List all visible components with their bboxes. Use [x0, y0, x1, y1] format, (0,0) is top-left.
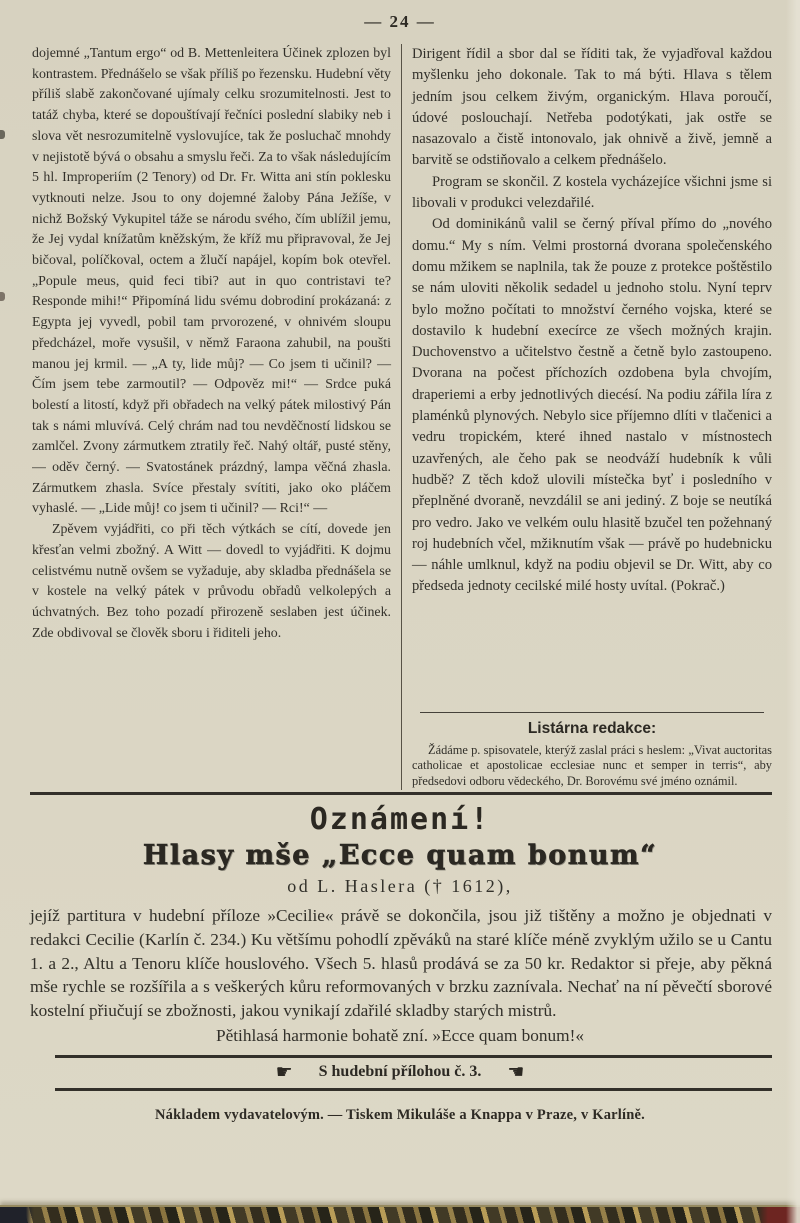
left-column [32, 44, 402, 790]
announcement-closing: Pětihlasá harmonie bohatě zní. »Ecce quam bonum!« [215, 1025, 585, 1045]
article-paragraph: Od dominikánů valil se černý příval přímo do „nového domu.“ My s ním. Velmi prostorná dvorana společenského domu mžikem se naplnila, tak že pouze z protekce poštěstilo se nám uloviti několik sedadel u jednoho stolu. Nyní teprv bylo možno počítati to množství černého vojska, které se dostavilo k hudební execírce ze všech možných krajin. Duchovenstvo a učitelstvo čestně a četně bylo zastoupeno. Dvorana na počest příchozích ozdobena byla chvojím, draperiemi a erby jednotlivých diecésí. Na podiu zářila líra z plaménků plynových. Nebylo sice příjemno dlíti v tlačenici a vedru tropickém, které ihned nastalo v místnostech uzavřených, ale čeho pak se neodváží hudebník k vůli hudbě? Z těch kdož ulovili místečka byť i posledního v přeplněné dvoraně, nevzdálil se ani jediný. Z boje se neutíká pro vedro. Jako ve velkém oulu hlasitě bzučel ten požehnaný roj hudebních včel, mžiknutím však — právě po hudebnicku — náhle umlknul, když na podiu objevil se Dr. Witt, aby co předseda jednoty cecilské milé hosty uvítal. (Pokrač.) [412, 216, 772, 595]
listarna-heading: Listárna redakce: [527, 720, 657, 738]
composer-byline: od L. Haslera († 1612), [287, 876, 513, 896]
full-width-rule [30, 792, 772, 795]
listarna-body: Žádáme p. spisovatele, kterýž zaslal práci s heslem: „Vivat auctoritas catholicae et apostolicae ecclesiae nunc et semper in terris“, aby předsedovi odboru vědeckého, Dr. Borovému své jméno oznámil. [412, 742, 772, 789]
supplement-banner [0, 1055, 800, 1091]
scan-edge-speck [0, 130, 5, 139]
page-number: — 24 — [364, 12, 436, 31]
mass-title: Hlasy mše „Ecce quam bonum“ [142, 840, 658, 871]
right-column [402, 44, 772, 790]
scan-edge-texture [0, 1205, 800, 1223]
article-columns [32, 44, 772, 790]
supplement-note: S hudební přílohou č. 3. [318, 1063, 482, 1081]
banner-rule-bottom [55, 1088, 772, 1091]
imprint-line: Nákladem vydavatelovým. — Tiskem Mikuláše a Knappa v Praze, v Karlíně. [155, 1106, 645, 1123]
manicule-pointing-right-icon: ☛ [275, 1060, 293, 1083]
scan-edge-speck [0, 292, 5, 301]
manicule-pointing-left-icon: ☚ [507, 1060, 525, 1083]
announcement-title: Oznámení! [309, 802, 491, 837]
article-paragraph: Zpěvem vyjádřiti, co při těch výtkách se cítí, dovede jen křesťan velmi zbožný. A Witt — dovedl to vyjádřiti. K dojmu celistvému nutně ovšem se vyžaduje, aby skladba přednášela se v kostele na velký pátek v průvodu obřadů velkolepých a úchvatných. Bez toho pozadí přirozeně seslaben jest účinek. Zde obdivoval se člověk sboru i řiditeli jeho. [32, 522, 391, 641]
announcement-body: jejíž partitura v hudební příloze »Cecilie« právě se dokončila, jsou již tištěny a možno je objednati v redakci Cecilie (Karlín č. 234.) Ku většímu pohodlí zpěváků na staré klíče méně zvyklým užilo se u Cantu 1. a 2., Altu a Tenoru klíče houslového. Všech 5. hlasů prodává se za 50 kr. Redaktor si přeje, aby pěkná mše rychle se rozšířila a s veškerých kůru reformovaných v brzku zaznívala. Nechať na ní pěvečtí sborové kostelní přiučují se zbožnosti, jakou vynikají zdařilé skladby starých mistrů. [30, 906, 772, 1021]
article-paragraph: Program se skončil. Z kostela vycházejíce všichni jsme si libovali v produkci velezdařilé. [412, 173, 772, 212]
article-paragraph: Dirigent řídil a sbor dal se říditi tak, že vyjadřoval každou myšlenku jeho dokonale. Tak to má býti. Hlava s tělem jedním jsou celkem živým, organickým. Hlava poroučí, údové poslouchají. Netřeba podotýkati, jak ostře se nasazovalo a čistě intonovalo, jak ohnivě a živě, jemně a barvitě se odstiňovalo a celkem přednášelo. [412, 46, 772, 169]
column-spacer [412, 598, 772, 707]
section-divider-rule [420, 712, 764, 713]
supplement-line [0, 1058, 800, 1088]
announcement-section [0, 802, 800, 1046]
article-paragraph: dojemné „Tantum ergo“ od B. Mettenleitera Účinek zplozen byl kontrastem. Přednášelo se však příliš po řezensku. Hudební věty příliš slabě zakončované ujímaly celku srozumitelnosti. Jest to tatáž chyba, které se dopouštívají řečníci poslední slabiky neb i slova vět nesrozumitelně vyslovujíce, tak že posluchač mnohdy v nejistotě bývá o obsahu a smyslu řeči. Za to však následujícím 5 hl. Improperiím (2 Tenory) od Dr. Fr. Witta ani stín poklesku vytknouti nelze. Jsou to ony dojemné žaloby Pána Ježíše, v nichž Božský Vykupitel táže se národu svého, čím ublížil jemu, že Jej vydal knížatům kněžským, že kříž mu připravoval, že Jej bičoval, políčkoval, octem a žlučí napájel, kopím bok otevřel. „Popule meus, quid feci tibi? aut in quo contristavi te? Responde mihi!“ Připomíná lidu svému dobrodiní prokázaná: z Egypta jej vyvedl, pobil tam prvorozené, v ohnivém sloupu předcházel, moře vysušil, v němž Faraona zahubil, na poušti manou jej krmil. — „A ty, lide můj? — Co jsem ti učinil? — Čím jsem tebe zarmoutil? — Odpověz mi!“ — Srdce puká bolestí a litostí, když při obřadech na velký pátek milostivý Pán tak s námi mluvívá. Celý chrám nad tou nevděčností lidskou se zamlčel. Zvony zármutkem ztratily řeč. Nahý oltář, pusté stěny, — oděv černý. — Svatostánek prázdný, lampa věčná zhasla. Zármutkem zhasla. Svíce přestaly svítiti, jako oko pláčem vyhaslé. — „Lide můj! co jsem ti učinil? — Rci!“ — [32, 46, 391, 517]
